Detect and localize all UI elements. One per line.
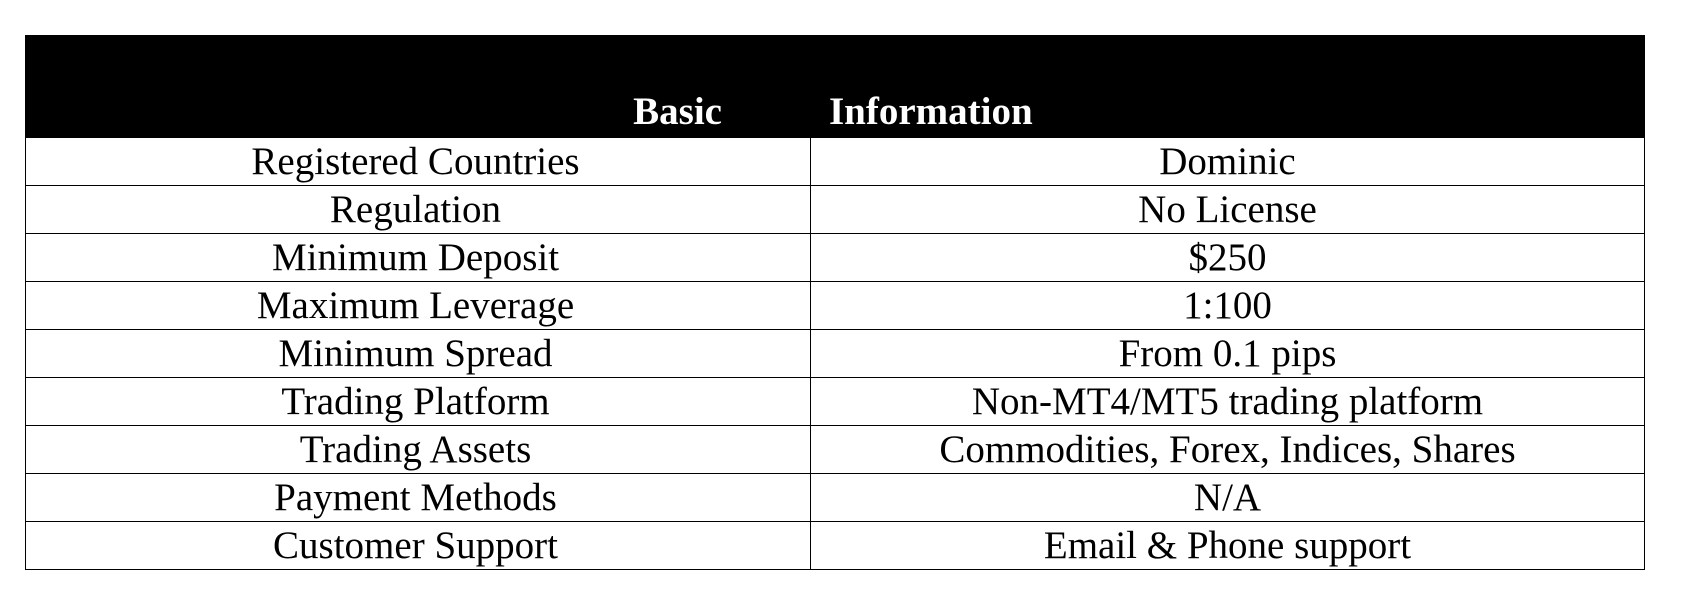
- table-row: [26, 522, 1645, 570]
- table-row: [26, 378, 1645, 426]
- row-label: Regulation: [26, 186, 811, 234]
- row-label: Minimum Deposit: [26, 234, 811, 282]
- row-value: From 0.1 pips: [811, 330, 1645, 378]
- header-information: Information: [811, 36, 1645, 138]
- row-label: Payment Methods: [26, 474, 811, 522]
- header-basic: Basic: [26, 36, 811, 138]
- row-label: Registered Countries: [26, 138, 811, 186]
- table-row: [26, 330, 1645, 378]
- row-value: Commodities, Forex, Indices, Shares: [811, 426, 1645, 474]
- basic-information-table: [25, 35, 1645, 570]
- row-label: Maximum Leverage: [26, 282, 811, 330]
- row-label: Trading Assets: [26, 426, 811, 474]
- table-header-row: [26, 36, 1645, 138]
- table-row: [26, 474, 1645, 522]
- row-value: No License: [811, 186, 1645, 234]
- row-label: Minimum Spread: [26, 330, 811, 378]
- table-row: [26, 186, 1645, 234]
- table-row: [26, 426, 1645, 474]
- row-label: Trading Platform: [26, 378, 811, 426]
- row-value: Dominic: [811, 138, 1645, 186]
- table-row: [26, 234, 1645, 282]
- row-value: 1:100: [811, 282, 1645, 330]
- row-value: N/A: [811, 474, 1645, 522]
- table-row: [26, 138, 1645, 186]
- row-label: Customer Support: [26, 522, 811, 570]
- table-row: [26, 282, 1645, 330]
- row-value: $250: [811, 234, 1645, 282]
- row-value: Non-MT4/MT5 trading platform: [811, 378, 1645, 426]
- row-value: Email & Phone support: [811, 522, 1645, 570]
